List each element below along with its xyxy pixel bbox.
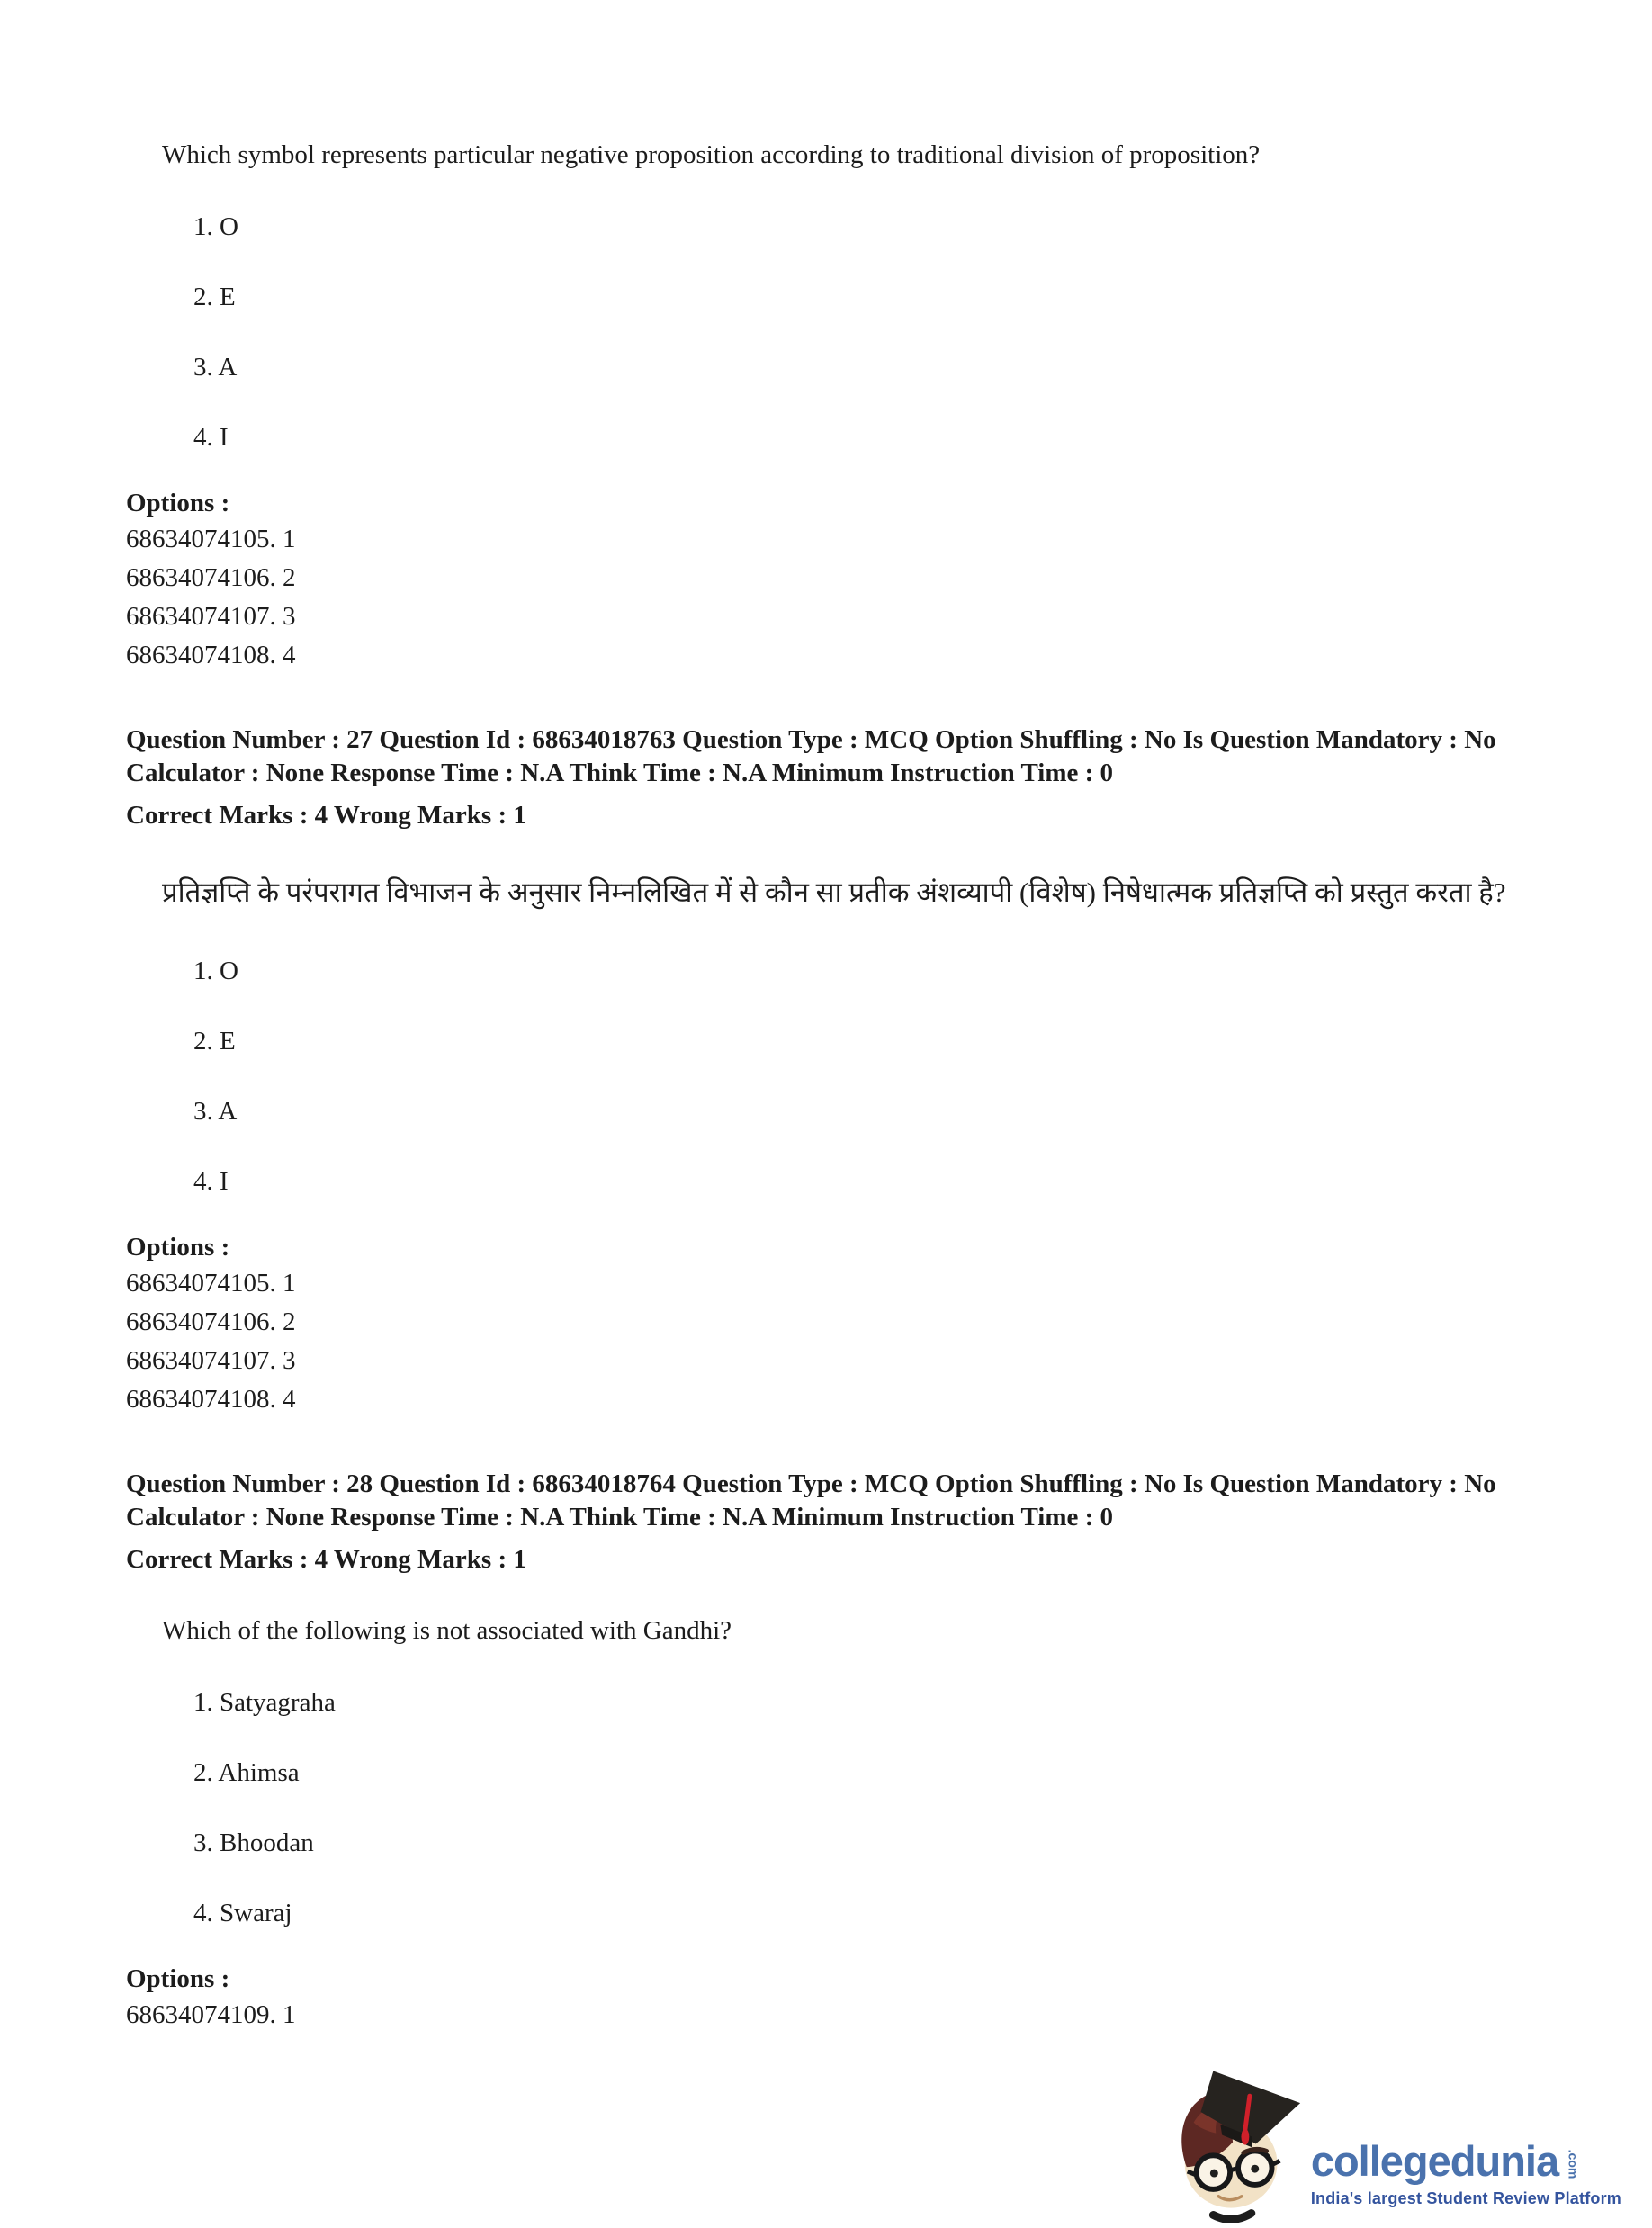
options-label: Options :: [126, 1964, 230, 1993]
question-metadata: Question Number : 28 Question Id : 68634018764 Question Type : MCQ Option Shuffling : No Is Question Mandatory : No Calculator : None Response Time : N.A Think Time : N.A Minimum Instruction Time : 0: [126, 1469, 1496, 1532]
brand-tagline: India's largest Student Review Platform: [1310, 2189, 1621, 2207]
choice-item: 1. Satyagraha: [193, 1688, 336, 1717]
question-26-block: [0, 137, 1652, 675]
option-id-list: [0, 1996, 1652, 2035]
collegedunia-logo: [1167, 2064, 1621, 2223]
question-text: प्रतिज्ञप्ति के परंपरागत विभाजन के अनुसार निम्नलिखित में से कौन सा प्रतीक अंशव्यापी (विशेष) निषेधात्मक प्रतिज्ञप्ति को प्रस्तुत करता है?: [162, 876, 1506, 908]
option-id: 68634074108. 4: [126, 1385, 296, 1414]
option-id: 68634074106. 2: [126, 563, 296, 592]
choice-list: [0, 955, 1652, 1198]
choice-item: 3. Bhoodan: [193, 1828, 314, 1857]
option-id: 68634074108. 4: [126, 641, 296, 669]
choice-list: [0, 1686, 1652, 1929]
choice-item: 2. Ahimsa: [193, 1758, 300, 1787]
options-label: Options :: [126, 1233, 230, 1262]
question-text: Which symbol represents particular negative proposition according to traditional division of proposition?: [162, 140, 1261, 169]
option-id-list: [0, 520, 1652, 675]
option-id: 68634074107. 3: [126, 602, 296, 631]
option-id: 68634074105. 1: [126, 525, 296, 553]
option-id: 68634074106. 2: [126, 1307, 296, 1336]
choice-item: 3. A: [193, 1097, 238, 1126]
option-id: 68634074107. 3: [126, 1346, 296, 1375]
brand-name: collegedunia: [1310, 2136, 1559, 2185]
choice-item: 2. E: [193, 1027, 236, 1056]
choice-item: 4. I: [193, 423, 229, 452]
question-marks: Correct Marks : 4 Wrong Marks : 1: [126, 801, 526, 830]
choice-item: 4. Swaraj: [193, 1899, 292, 1927]
options-label: Options :: [126, 489, 230, 517]
question-text: Which of the following is not associated with Gandhi?: [162, 1616, 732, 1645]
brand-domain: .com: [1566, 2149, 1581, 2179]
choice-item: 1. O: [193, 957, 238, 985]
question-marks: Correct Marks : 4 Wrong Marks : 1: [126, 1545, 526, 1574]
logo-text-block: [1310, 2136, 1621, 2223]
question-27-block: [0, 723, 1652, 1419]
brand-row: [1310, 2136, 1621, 2185]
choice-item: 1. O: [193, 212, 238, 241]
choice-list: [0, 211, 1652, 454]
choice-item: 2. E: [193, 283, 236, 311]
choice-item: 4. I: [193, 1167, 229, 1196]
question-28-block: [0, 1468, 1652, 2035]
collegedunia-mascot-icon: [1167, 2064, 1309, 2223]
question-metadata: Question Number : 27 Question Id : 68634018763 Question Type : MCQ Option Shuffling : No Is Question Mandatory : No Calculator : None Response Time : N.A Think Time : N.A Minimum Instruction Time : 0: [126, 725, 1496, 787]
option-id: 68634074109. 1: [126, 2000, 296, 2029]
option-id-list: [0, 1264, 1652, 1419]
choice-item: 3. A: [193, 353, 238, 382]
option-id: 68634074105. 1: [126, 1269, 296, 1298]
